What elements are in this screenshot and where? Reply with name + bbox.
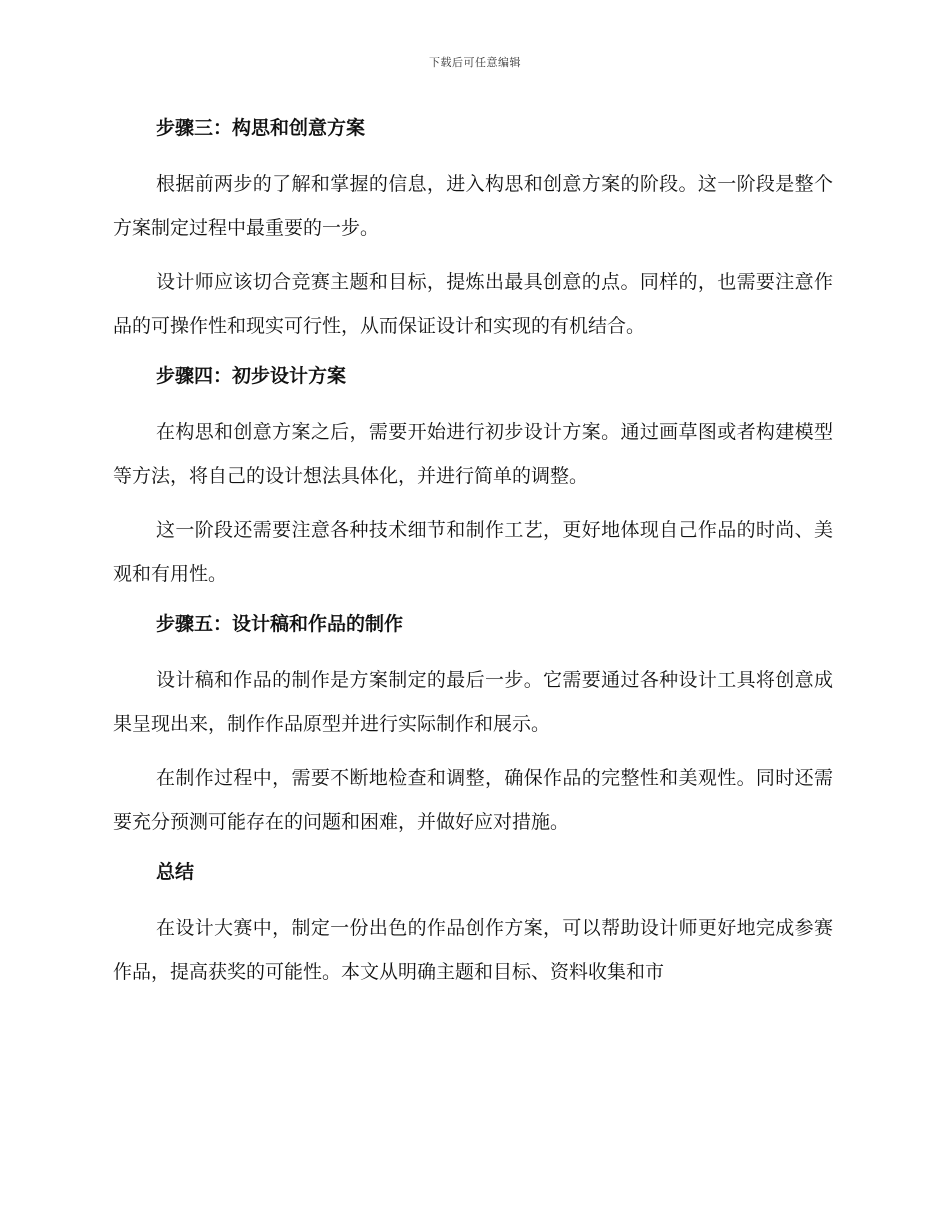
paragraph: 根据前两步的了解和掌握的信息，进入构思和创意方案的阶段。这一阶段是整个方案制定过程中最重要的一步。 [113, 173, 833, 239]
section-heading-step3: 步骤三：构思和创意方案 [156, 117, 366, 139]
paragraph: 在制作过程中，需要不断地检查和调整，确保作品的完整性和美观性。同时还需要充分预测可能存在的问题和困难，并做好应对措施。 [113, 767, 833, 833]
page-header: 下载后可任意编辑 [429, 56, 521, 69]
section-heading-step5: 步骤五：设计稿和作品的制作 [156, 613, 404, 635]
paragraph: 这一阶段还需要注意各种技术细节和制作工艺，更好地体现自己作品的时尚、美观和有用性。 [113, 519, 833, 585]
paragraph: 设计师应该切合竞赛主题和目标，提炼出最具创意的点。同样的，也需要注意作品的可操作性和现实可行性，从而保证设计和实现的有机结合。 [113, 271, 833, 337]
document-body [113, 110, 833, 1004]
paragraph: 在设计大赛中，制定一份出色的作品创作方案，可以帮助设计师更好地完成参赛作品，提高获奖的可能性。本文从明确主题和目标、资料收集和市 [113, 917, 833, 983]
paragraph: 在构思和创意方案之后，需要开始进行初步设计方案。通过画草图或者构建模型等方法，将自己的设计想法具体化，并进行简单的调整。 [113, 421, 833, 487]
paragraph: 设计稿和作品的制作是方案制定的最后一步。它需要通过各种设计工具将创意成果呈现出来，制作作品原型并进行实际制作和展示。 [113, 669, 833, 735]
section-heading-summary: 总结 [156, 861, 195, 883]
section-heading-step4: 步骤四：初步设计方案 [156, 365, 347, 387]
